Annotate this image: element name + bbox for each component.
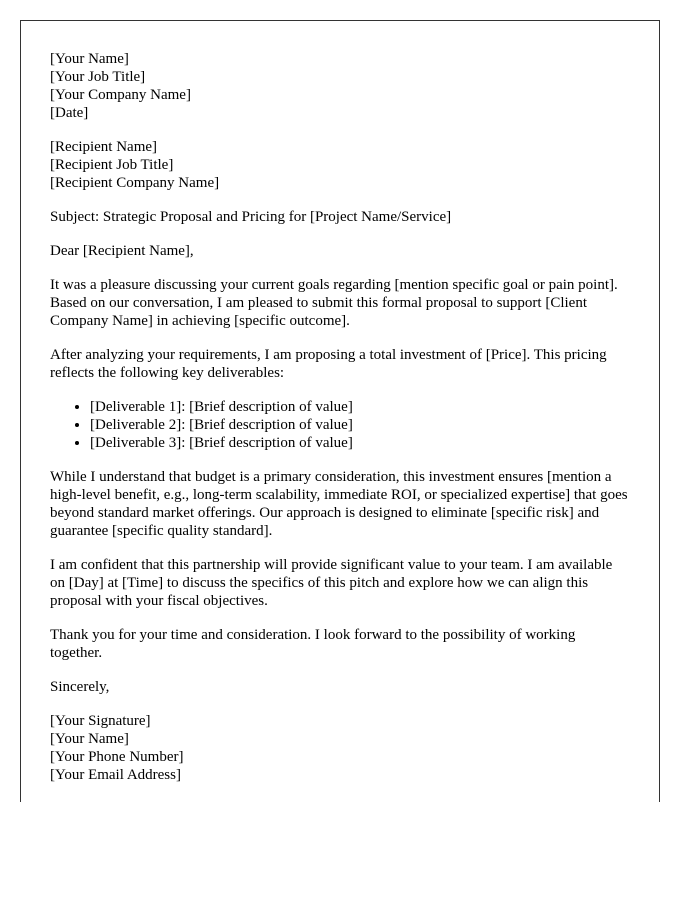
call-to-action-paragraph: I am confident that this partnership will provide significant value to your team. I am available on [Day] at [Time] to discuss the specifics of this pitch and explore how we can align this proposal with your fiscal objectives.: [50, 557, 613, 609]
deliverables-list: [50, 398, 630, 452]
sender-company: [Your Company Name]: [50, 87, 191, 103]
deliverable-item: • [Deliverable 3]: [Brief description of value]: [90, 434, 630, 452]
recipient-block: [50, 138, 630, 192]
signature-phone: [Your Phone Number]: [50, 749, 184, 765]
recipient-company: [Recipient Company Name]: [50, 175, 220, 191]
signature-block: [50, 712, 630, 784]
sender-block: [50, 50, 630, 122]
intro-paragraph: It was a pleasure discussing your current goals regarding [mention specific goal or pain point]. Based on our conversation, I am pleased to submit this formal proposal to support [Client Company Name] in achieving [specific outcome].: [50, 277, 618, 329]
recipient-name: [Recipient Name]: [50, 139, 158, 155]
pricing-paragraph: After analyzing your requirements, I am proposing a total investment of [Price]. This pricing reflects the following key deliverables:: [50, 347, 607, 381]
salutation: Dear [Recipient Name],: [50, 243, 194, 259]
signature-name: [Your Name]: [50, 731, 129, 747]
value-paragraph: While I understand that budget is a primary consideration, this investment ensures [mention a high-level benefit, e.g., long-term scalability, immediate ROI, or specialized expertise] that goes beyond standard market offerings. Our approach is designed to eliminate [specific risk] and guarantee [specific quality standard].: [50, 469, 628, 539]
letter-body: [50, 50, 630, 800]
letter-page: [20, 20, 660, 802]
deliverable-item: • [Deliverable 1]: [Brief description of value]: [90, 398, 630, 416]
deliverable-item: • [Deliverable 2]: [Brief description of value]: [90, 416, 630, 434]
sender-job-title: [Your Job Title]: [50, 69, 146, 85]
closing: Sincerely,: [50, 679, 110, 695]
subject-line: Subject: Strategic Proposal and Pricing for [Project Name/Service]: [50, 209, 452, 225]
signature-line: [Your Signature]: [50, 713, 151, 729]
letter-date: [Date]: [50, 105, 89, 121]
sender-name: [Your Name]: [50, 51, 129, 67]
recipient-job-title: [Recipient Job Title]: [50, 157, 174, 173]
thanks-paragraph: Thank you for your time and consideration. I look forward to the possibility of working together.: [50, 627, 576, 661]
signature-email: [Your Email Address]: [50, 767, 181, 783]
